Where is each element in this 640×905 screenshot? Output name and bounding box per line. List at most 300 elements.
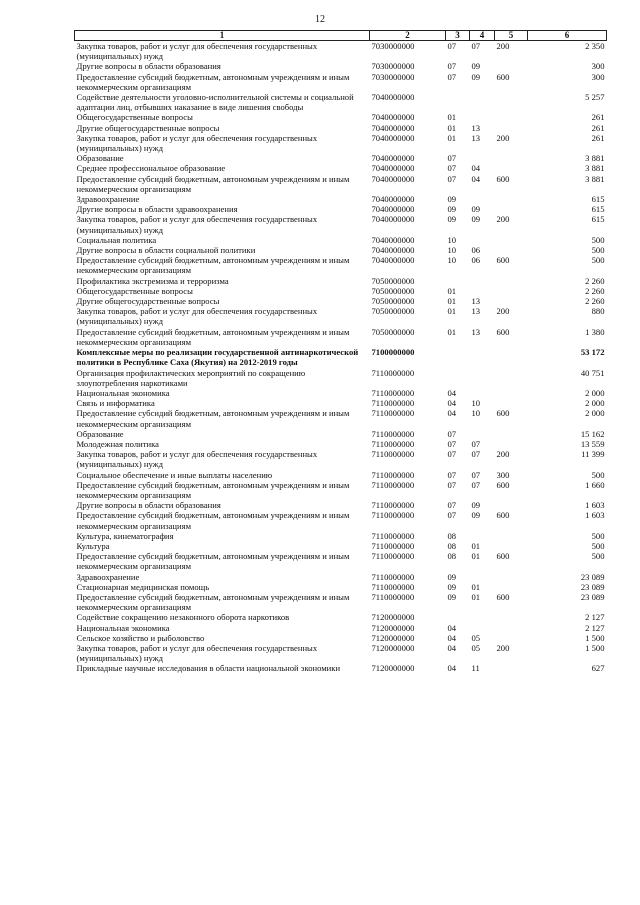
row-code-cell: 7040000000 [371, 163, 415, 174]
row-section-cell: 07 [447, 173, 457, 184]
row-amount-cell: 627 [591, 663, 605, 674]
row-section-cell: 07 [447, 41, 457, 51]
row-section-cell: 07 [447, 163, 457, 174]
row-subsection-cell [470, 286, 495, 296]
row-code-cell: 7040000000 [371, 122, 415, 133]
row-amount-cell: 23 089 [580, 581, 605, 592]
row-subsection-cell: 10 [471, 408, 481, 419]
row-section-cell: 10 [447, 234, 457, 245]
row-section-cell: 01 [447, 112, 457, 123]
table-row [75, 72, 607, 92]
row-section-cell: 04 [447, 387, 457, 398]
table-row [75, 368, 607, 388]
row-amount-cell: 40 751 [580, 367, 605, 378]
row-subsection-cell [470, 572, 495, 582]
row-expense-type-cell: 600 [496, 510, 510, 521]
row-code-cell: 7110000000 [371, 510, 415, 521]
row-section-cell: 09 [447, 214, 457, 225]
row-name-cell: Закупка товаров, работ и услуг для обеспечения государственных (муниципальных) нужд [76, 214, 318, 235]
row-name-cell: Предоставление субсидий бюджетным, автономным учреждениям и иным некоммерческим организациям [76, 255, 350, 276]
row-name-cell: Молодежная политика [76, 438, 159, 449]
row-subsection-cell: 06 [471, 255, 481, 266]
row-amount-cell: 1 603 [585, 500, 605, 511]
row-amount-cell: 2 127 [585, 612, 605, 623]
row-subsection-cell: 13 [471, 132, 481, 143]
row-subsection-cell [470, 388, 495, 398]
row-amount-cell: 13 559 [580, 438, 605, 449]
table-row [75, 500, 607, 510]
table-row [75, 41, 607, 62]
row-expense-type-cell: 200 [496, 132, 510, 143]
row-section-cell: 04 [447, 642, 457, 653]
row-code-cell: 7110000000 [371, 571, 415, 582]
row-amount-cell: 261 [591, 122, 605, 133]
row-subsection-cell [470, 429, 495, 439]
table-row [75, 235, 607, 245]
row-subsection-cell [470, 368, 495, 388]
row-name-cell: Предоставление субсидий бюджетным, автономным учреждениям и иным некоммерческим организациям [76, 479, 350, 500]
row-expense-type-cell: 200 [496, 306, 510, 317]
row-subsection-cell: 09 [471, 500, 481, 511]
table-row [75, 306, 607, 326]
row-code-cell: 7110000000 [371, 408, 415, 419]
row-name-cell: Содействие деятельности уголовно-исполнительной системы и социальной адаптации лиц, отбывших наказание в виде лишения свободы [76, 92, 354, 113]
row-code-cell: 7040000000 [371, 255, 415, 266]
table-row [75, 470, 607, 480]
table-row [75, 541, 607, 551]
row-code-cell: 7050000000 [371, 285, 415, 296]
table-row [75, 133, 607, 153]
row-code-cell: 7110000000 [371, 500, 415, 511]
row-expense-type-cell: 600 [496, 173, 510, 184]
row-amount-cell: 23 089 [580, 591, 605, 602]
row-code-cell: 7030000000 [371, 41, 415, 51]
row-expense-type-cell [495, 612, 528, 622]
row-section-cell: 04 [447, 398, 457, 409]
row-code-cell: 7110000000 [371, 591, 415, 602]
table-row [75, 439, 607, 449]
row-amount-cell: 615 [591, 204, 605, 215]
row-section-cell: 10 [447, 255, 457, 266]
row-subsection-cell: 06 [471, 245, 481, 256]
row-section-cell: 08 [447, 540, 457, 551]
row-expense-type-cell [495, 245, 528, 255]
row-expense-type-cell [495, 123, 528, 133]
row-expense-type-cell [495, 633, 528, 643]
row-amount-cell: 500 [591, 255, 605, 266]
row-name-cell: Здравоохранение [76, 194, 140, 205]
row-expense-type-cell: 600 [496, 408, 510, 419]
row-subsection-cell: 13 [471, 122, 481, 133]
row-section-cell: 07 [447, 428, 457, 439]
row-section-cell: 09 [447, 571, 457, 582]
row-expense-type-cell: 600 [496, 551, 510, 562]
row-name-cell: Комплексные меры по реализации государственной антинаркотической политики в Республике Саха (Якутия) на 2012-2019 годы [76, 347, 359, 368]
row-expense-type-cell [495, 623, 528, 633]
row-name-cell: Другие общегосударственные вопросы [76, 122, 220, 133]
row-code-cell: 7110000000 [371, 438, 415, 449]
row-name-cell: Закупка товаров, работ и услуг для обеспечения государственных (муниципальных) нужд [76, 306, 318, 327]
table-row [75, 429, 607, 439]
row-amount-cell: 1 380 [585, 326, 605, 337]
row-code-cell: 7030000000 [371, 71, 415, 82]
row-amount-cell: 261 [591, 132, 605, 143]
row-expense-type-cell [495, 276, 528, 286]
row-expense-type-cell [495, 572, 528, 582]
table-row [75, 112, 607, 122]
row-section-cell: 07 [447, 469, 457, 480]
row-code-cell: 7110000000 [371, 428, 415, 439]
table-row [75, 123, 607, 133]
row-section-cell: 01 [447, 306, 457, 317]
row-subsection-cell: 09 [471, 510, 481, 521]
row-amount-cell: 1 500 [585, 642, 605, 653]
row-subsection-cell: 13 [471, 296, 481, 307]
row-name-cell: Закупка товаров, работ и услуг для обеспечения государственных (муниципальных) нужд [76, 449, 318, 470]
row-name-cell: Сельское хозяйство и рыболовство [76, 632, 205, 643]
row-code-cell: 7050000000 [371, 275, 415, 286]
row-subsection-cell: 05 [471, 642, 481, 653]
table-row [75, 276, 607, 286]
row-subsection-cell: 01 [471, 551, 481, 562]
row-subsection-cell [470, 347, 495, 367]
row-expense-type-cell: 600 [496, 591, 510, 602]
row-section-cell [446, 92, 470, 112]
table-row [75, 255, 607, 275]
table-row [75, 204, 607, 214]
table-row [75, 153, 607, 163]
table-row [75, 612, 607, 622]
row-name-cell: Здравоохранение [76, 571, 140, 582]
row-code-cell: 7110000000 [371, 367, 415, 378]
column-header: 4 [470, 31, 495, 41]
row-amount-cell: 2 260 [585, 285, 605, 296]
row-amount-cell: 500 [591, 540, 605, 551]
row-expense-type-cell [495, 582, 528, 592]
row-name-cell: Другие вопросы в области социальной политики [76, 245, 256, 256]
row-subsection-cell: 01 [471, 540, 481, 551]
row-section-cell: 04 [447, 663, 457, 674]
row-expense-type-cell [495, 112, 528, 122]
row-section-cell: 07 [447, 449, 457, 460]
row-amount-cell: 2 000 [585, 408, 605, 419]
row-section-cell: 04 [447, 632, 457, 643]
row-section-cell: 09 [447, 591, 457, 602]
row-name-cell: Предоставление субсидий бюджетным, автономным учреждениям и иным некоммерческим организациям [76, 173, 350, 194]
row-code-cell: 7050000000 [371, 326, 415, 337]
row-expense-type-cell [495, 347, 528, 367]
row-code-cell: 7110000000 [371, 479, 415, 490]
row-name-cell: Организация профилактических мероприятий по сокращению злоупотребления наркотиками [76, 367, 306, 388]
row-name-cell: Другие вопросы в области здравоохранения [76, 204, 238, 215]
column-header: 3 [446, 31, 470, 41]
column-header: 5 [495, 31, 528, 41]
row-subsection-cell [470, 276, 495, 286]
row-section-cell: 04 [447, 622, 457, 633]
table-row [75, 663, 607, 673]
row-section-cell: 07 [447, 61, 457, 72]
row-expense-type-cell: 600 [496, 71, 510, 82]
table-row [75, 643, 607, 663]
table-row [75, 92, 607, 112]
column-header: 2 [370, 31, 446, 41]
row-subsection-cell: 07 [471, 479, 481, 490]
row-expense-type-cell [495, 296, 528, 306]
row-name-cell: Общегосударственные вопросы [76, 112, 193, 123]
row-amount-cell: 2 000 [585, 387, 605, 398]
row-code-cell: 7120000000 [371, 622, 415, 633]
row-subsection-cell [470, 112, 495, 122]
row-amount-cell: 2 260 [585, 296, 605, 307]
row-code-cell: 7120000000 [371, 663, 415, 674]
row-expense-type-cell [495, 500, 528, 510]
row-amount-cell: 300 [591, 71, 605, 82]
row-name-cell: Социальная политика [76, 234, 157, 245]
row-section-cell: 07 [447, 479, 457, 490]
row-expense-type-cell [495, 663, 528, 673]
row-code-cell: 7040000000 [371, 204, 415, 215]
row-section-cell: 07 [447, 438, 457, 449]
row-code-cell: 7110000000 [371, 581, 415, 592]
table-row [75, 163, 607, 173]
row-amount-cell: 3 881 [585, 153, 605, 164]
column-header: 6 [528, 31, 607, 41]
row-amount-cell: 2 350 [585, 41, 605, 51]
table-row [75, 633, 607, 643]
row-amount-cell: 500 [591, 469, 605, 480]
row-name-cell: Предоставление субсидий бюджетным, автономным учреждениям и иным некоммерческим организациям [76, 71, 350, 92]
row-name-cell: Закупка товаров, работ и услуг для обеспечения государственных (муниципальных) нужд [76, 41, 318, 62]
row-expense-type-cell [495, 398, 528, 408]
row-expense-type-cell [495, 153, 528, 163]
row-code-cell: 7040000000 [371, 214, 415, 225]
row-subsection-cell [470, 194, 495, 204]
row-expense-type-cell [495, 61, 528, 71]
row-subsection-cell [470, 612, 495, 622]
table-row [75, 592, 607, 612]
row-code-cell: 7110000000 [371, 530, 415, 541]
row-name-cell: Другие вопросы в области образования [76, 61, 221, 72]
row-amount-cell: 3 881 [585, 173, 605, 184]
header-row [75, 31, 607, 41]
row-name-cell: Содействие сокращению незаконного оборота наркотиков [76, 612, 290, 623]
row-expense-type-cell [495, 163, 528, 173]
row-section-cell: 07 [447, 71, 457, 82]
row-name-cell: Среднее профессиональное образование [76, 163, 226, 174]
table-row [75, 214, 607, 234]
row-name-cell: Предоставление субсидий бюджетным, автономным учреждениям и иным некоммерческим организациям [76, 408, 350, 429]
row-name-cell: Прикладные научные исследования в области национальной экономики [76, 663, 341, 674]
row-expense-type-cell [495, 439, 528, 449]
row-section-cell: 01 [447, 296, 457, 307]
row-name-cell: Другие общегосударственные вопросы [76, 296, 220, 307]
table-row [75, 623, 607, 633]
row-amount-cell: 23 089 [580, 571, 605, 582]
row-subsection-cell [470, 531, 495, 541]
row-subsection-cell: 07 [471, 449, 481, 460]
row-subsection-cell: 09 [471, 214, 481, 225]
table-row [75, 531, 607, 541]
table-row [75, 510, 607, 530]
row-expense-type-cell: 600 [496, 479, 510, 490]
row-name-cell: Связь и информатика [76, 398, 155, 409]
row-section-cell: 08 [447, 551, 457, 562]
table-row [75, 480, 607, 500]
table-row [75, 61, 607, 71]
row-subsection-cell: 04 [471, 163, 481, 174]
row-subsection-cell [470, 153, 495, 163]
row-amount-cell: 1 660 [585, 479, 605, 490]
table-row [75, 398, 607, 408]
row-amount-cell: 615 [591, 194, 605, 205]
row-code-cell: 7030000000 [371, 61, 415, 72]
row-expense-type-cell [495, 286, 528, 296]
row-subsection-cell: 13 [471, 326, 481, 337]
row-name-cell: Закупка товаров, работ и услуг для обеспечения государственных (муниципальных) нужд [76, 642, 318, 664]
row-subsection-cell: 07 [471, 438, 481, 449]
row-name-cell: Стационарная медицинская помощь [76, 581, 210, 592]
row-subsection-cell: 07 [471, 41, 481, 51]
row-amount-cell: 1 603 [585, 510, 605, 521]
row-subsection-cell: 09 [471, 71, 481, 82]
table-row [75, 449, 607, 469]
row-name-cell: Другие вопросы в области образования [76, 500, 221, 511]
row-subsection-cell [470, 235, 495, 245]
table-row [75, 327, 607, 347]
row-expense-type-cell: 200 [496, 449, 510, 460]
budget-table [74, 30, 607, 674]
row-expense-type-cell [495, 194, 528, 204]
row-amount-cell: 11 399 [581, 449, 605, 460]
row-expense-type-cell: 600 [496, 255, 510, 266]
row-subsection-cell: 09 [471, 204, 481, 215]
row-name-cell: Образование [76, 428, 124, 439]
row-name-cell: Предоставление субсидий бюджетным, автономным учреждениям и иным некоммерческим организациям [76, 510, 350, 531]
row-amount-cell: 500 [591, 551, 605, 562]
row-code-cell: 7040000000 [371, 245, 415, 256]
row-section-cell: 01 [447, 326, 457, 337]
row-subsection-cell: 11 [471, 663, 480, 674]
row-subsection-cell: 09 [471, 61, 481, 72]
row-amount-cell: 15 162 [580, 428, 605, 439]
row-code-cell: 7040000000 [371, 194, 415, 205]
row-amount-cell: 500 [591, 245, 605, 256]
row-section-cell: 08 [447, 530, 457, 541]
row-expense-type-cell [495, 235, 528, 245]
row-expense-type-cell [495, 92, 528, 112]
row-name-cell: Предоставление субсидий бюджетным, автономным учреждениям и иным некоммерческим организациям [76, 551, 350, 572]
row-section-cell: 01 [447, 285, 457, 296]
row-expense-type-cell: 300 [496, 469, 510, 480]
page-number: 12 [315, 14, 325, 25]
row-section-cell: 09 [447, 581, 457, 592]
row-expense-type-cell [495, 368, 528, 388]
column-header: 1 [75, 31, 370, 41]
row-subsection-cell: 10 [471, 398, 481, 409]
row-amount-cell: 615 [591, 214, 605, 225]
row-code-cell: 7040000000 [371, 173, 415, 184]
row-amount-cell: 300 [591, 61, 605, 72]
row-subsection-cell: 01 [471, 591, 481, 602]
row-code-cell: 7120000000 [371, 632, 415, 643]
table-row [75, 551, 607, 571]
row-section-cell: 07 [447, 500, 457, 511]
table-row [75, 296, 607, 306]
row-section-cell [446, 612, 470, 622]
table-row [75, 572, 607, 582]
row-code-cell: 7040000000 [371, 92, 415, 103]
row-expense-type-cell [495, 541, 528, 551]
row-section-cell: 01 [447, 122, 457, 133]
row-code-cell: 7120000000 [371, 642, 415, 653]
row-code-cell: 7110000000 [371, 469, 415, 480]
row-amount-cell: 500 [591, 530, 605, 541]
row-name-cell: Предоставление субсидий бюджетным, автономным учреждениям и иным некоммерческим организациям [76, 326, 350, 347]
row-code-cell: 7050000000 [371, 306, 415, 317]
row-amount-cell: 261 [591, 112, 605, 123]
row-code-cell: 7110000000 [371, 387, 415, 398]
row-section-cell [446, 347, 470, 367]
row-section-cell: 09 [447, 194, 457, 205]
row-code-cell: 7120000000 [371, 612, 415, 623]
row-code-cell: 7050000000 [371, 296, 415, 307]
row-section-cell: 10 [447, 245, 457, 256]
row-subsection-cell: 13 [471, 306, 481, 317]
row-subsection-cell: 05 [471, 632, 481, 643]
row-name-cell: Культура [76, 540, 110, 551]
row-subsection-cell: 01 [471, 581, 481, 592]
row-section-cell: 04 [447, 408, 457, 419]
row-amount-cell: 2 260 [585, 275, 605, 286]
row-section-cell: 01 [447, 132, 457, 143]
row-section-cell: 07 [447, 510, 457, 521]
row-name-cell: Культура, кинематография [76, 530, 174, 541]
table-row [75, 388, 607, 398]
row-section-cell [446, 368, 470, 388]
row-expense-type-cell [495, 204, 528, 214]
row-section-cell: 07 [447, 153, 457, 164]
row-section-cell [446, 276, 470, 286]
table-row [75, 347, 607, 367]
row-subsection-cell [470, 92, 495, 112]
row-code-cell: 7110000000 [371, 398, 415, 409]
row-amount-cell: 1 500 [585, 632, 605, 643]
row-name-cell: Предоставление субсидий бюджетным, автономным учреждениям и иным некоммерческим организациям [76, 591, 350, 613]
row-subsection-cell [470, 623, 495, 633]
row-amount-cell: 2 127 [585, 622, 605, 633]
row-code-cell: 7100000000 [371, 347, 415, 358]
table-row [75, 582, 607, 592]
row-subsection-cell: 04 [471, 173, 481, 184]
table-row [75, 194, 607, 204]
row-expense-type-cell [495, 429, 528, 439]
row-expense-type-cell: 200 [496, 41, 510, 51]
row-name-cell: Социальное обеспечение и иные выплаты населению [76, 469, 273, 480]
row-name-cell: Национальная экономика [76, 387, 170, 398]
row-amount-cell: 5 257 [585, 92, 605, 103]
row-name-cell: Образование [76, 153, 124, 164]
row-code-cell: 7040000000 [371, 112, 415, 123]
row-amount-cell: 880 [591, 306, 605, 317]
row-name-cell: Профилактика экстремизма и терроризма [76, 275, 229, 286]
table-body [75, 41, 607, 674]
row-expense-type-cell [495, 531, 528, 541]
row-code-cell: 7040000000 [371, 234, 415, 245]
row-code-cell: 7110000000 [371, 551, 415, 562]
row-amount-cell: 3 881 [585, 163, 605, 174]
row-section-cell: 09 [447, 204, 457, 215]
row-expense-type-cell: 600 [496, 326, 510, 337]
